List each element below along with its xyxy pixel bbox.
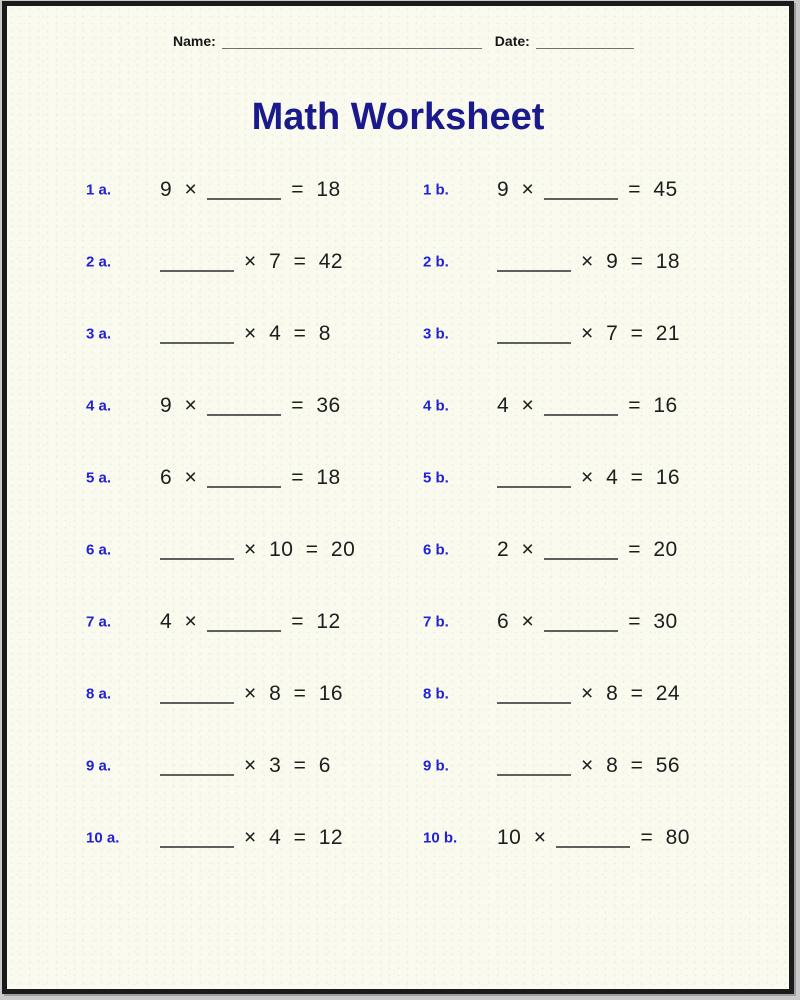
- problem-row: [7, 802, 789, 874]
- answer-blank-line: [497, 342, 571, 344]
- problem-label: 8 b.: [423, 685, 449, 703]
- problem-expression: [497, 178, 678, 202]
- expression-suffix: × 8 = 56: [581, 754, 681, 777]
- problem-row: [7, 298, 789, 370]
- expression-suffix: = 18: [291, 178, 341, 201]
- problem-row: [7, 586, 789, 658]
- expression-prefix: 2 ×: [497, 538, 535, 561]
- problem-label: 3 a.: [86, 325, 112, 343]
- problem-expression: [160, 394, 341, 418]
- problem-row: [7, 514, 789, 586]
- problem-row: [7, 370, 789, 442]
- problem-expression: [160, 250, 343, 274]
- expression-suffix: = 36: [291, 394, 341, 417]
- problem-label: 8 a.: [86, 685, 112, 703]
- expression-prefix: 9 ×: [160, 178, 198, 201]
- expression-prefix: 10 ×: [497, 826, 547, 849]
- problem-label: 1 a.: [86, 181, 112, 199]
- problem-label: 4 b.: [423, 397, 449, 415]
- answer-blank-line: [544, 558, 618, 560]
- expression-suffix: × 10 = 20: [244, 538, 356, 561]
- answer-blank-line: [497, 702, 571, 704]
- answer-blank-line: [497, 270, 571, 272]
- problem-expression: [497, 826, 690, 850]
- problem-expression: [160, 610, 341, 634]
- answer-blank-line: [160, 846, 234, 848]
- date-label: Date:: [494, 33, 530, 49]
- expression-suffix: = 80: [640, 826, 690, 849]
- answer-blank-line: [497, 774, 571, 776]
- problem-expression: [160, 178, 341, 202]
- problem-label: 6 b.: [423, 541, 449, 559]
- problem-label: 2 a.: [86, 253, 112, 271]
- worksheet-page: [2, 1, 794, 994]
- answer-blank-line: [160, 702, 234, 704]
- problem-label: 9 b.: [423, 757, 449, 775]
- expression-prefix: 4 ×: [497, 394, 535, 417]
- expression-suffix: × 4 = 16: [581, 466, 681, 489]
- answer-blank-line: [160, 558, 234, 560]
- problem-row: [7, 154, 789, 226]
- problem-expression: [160, 322, 331, 346]
- problem-expression: [160, 826, 343, 850]
- problem-expression: [160, 466, 341, 490]
- problem-label: 10 b.: [423, 829, 458, 847]
- problems-grid: [7, 154, 789, 874]
- answer-blank-line: [207, 414, 281, 416]
- expression-suffix: = 16: [628, 394, 678, 417]
- answer-blank-line: [207, 486, 281, 488]
- expression-suffix: = 45: [628, 178, 678, 201]
- problem-expression: [497, 250, 680, 274]
- problem-expression: [160, 754, 331, 778]
- worksheet-title: Math Worksheet: [251, 96, 545, 138]
- answer-blank-line: [207, 198, 281, 200]
- problem-row: [7, 730, 789, 802]
- problem-expression: [497, 682, 680, 706]
- problem-expression: [497, 466, 680, 490]
- answer-blank-line: [544, 630, 618, 632]
- expression-suffix: = 20: [628, 538, 678, 561]
- answer-blank-line: [160, 342, 234, 344]
- problem-label: 9 a.: [86, 757, 112, 775]
- answer-blank-line: [160, 774, 234, 776]
- problem-label: 4 a.: [86, 397, 112, 415]
- expression-suffix: × 4 = 8: [244, 322, 331, 345]
- name-label: Name:: [173, 33, 216, 49]
- problem-expression: [497, 394, 678, 418]
- problem-label: 2 b.: [423, 253, 449, 271]
- name-blank-line: [222, 48, 482, 49]
- answer-blank-line: [160, 270, 234, 272]
- expression-suffix: × 7 = 21: [581, 322, 681, 345]
- name-date-header: [173, 33, 634, 49]
- problem-expression: [497, 322, 680, 346]
- expression-suffix: × 8 = 16: [244, 682, 344, 705]
- problem-expression: [497, 538, 678, 562]
- date-blank-line: [536, 48, 634, 49]
- expression-suffix: = 18: [291, 466, 341, 489]
- expression-prefix: 6 ×: [497, 610, 535, 633]
- problem-label: 3 b.: [423, 325, 449, 343]
- problem-row: [7, 442, 789, 514]
- expression-suffix: × 7 = 42: [244, 250, 344, 273]
- problem-expression: [497, 754, 680, 778]
- problem-label: 6 a.: [86, 541, 112, 559]
- expression-prefix: 9 ×: [160, 394, 198, 417]
- expression-prefix: 6 ×: [160, 466, 198, 489]
- problem-row: [7, 658, 789, 730]
- expression-prefix: 4 ×: [160, 610, 198, 633]
- answer-blank-line: [497, 486, 571, 488]
- expression-suffix: × 9 = 18: [581, 250, 681, 273]
- problem-expression: [160, 682, 343, 706]
- problem-row: [7, 226, 789, 298]
- problem-label: 5 b.: [423, 469, 449, 487]
- expression-suffix: × 3 = 6: [244, 754, 331, 777]
- problem-expression: [160, 538, 355, 562]
- answer-blank-line: [556, 846, 630, 848]
- answer-blank-line: [544, 414, 618, 416]
- expression-suffix: × 4 = 12: [244, 826, 344, 849]
- expression-suffix: = 12: [291, 610, 341, 633]
- answer-blank-line: [207, 630, 281, 632]
- problem-label: 1 b.: [423, 181, 449, 199]
- problem-label: 10 a.: [86, 829, 120, 847]
- answer-blank-line: [544, 198, 618, 200]
- expression-suffix: = 30: [628, 610, 678, 633]
- expression-suffix: × 8 = 24: [581, 682, 681, 705]
- problem-label: 7 a.: [86, 613, 112, 631]
- problem-expression: [497, 610, 678, 634]
- problem-label: 5 a.: [86, 469, 112, 487]
- expression-prefix: 9 ×: [497, 178, 535, 201]
- problem-label: 7 b.: [423, 613, 449, 631]
